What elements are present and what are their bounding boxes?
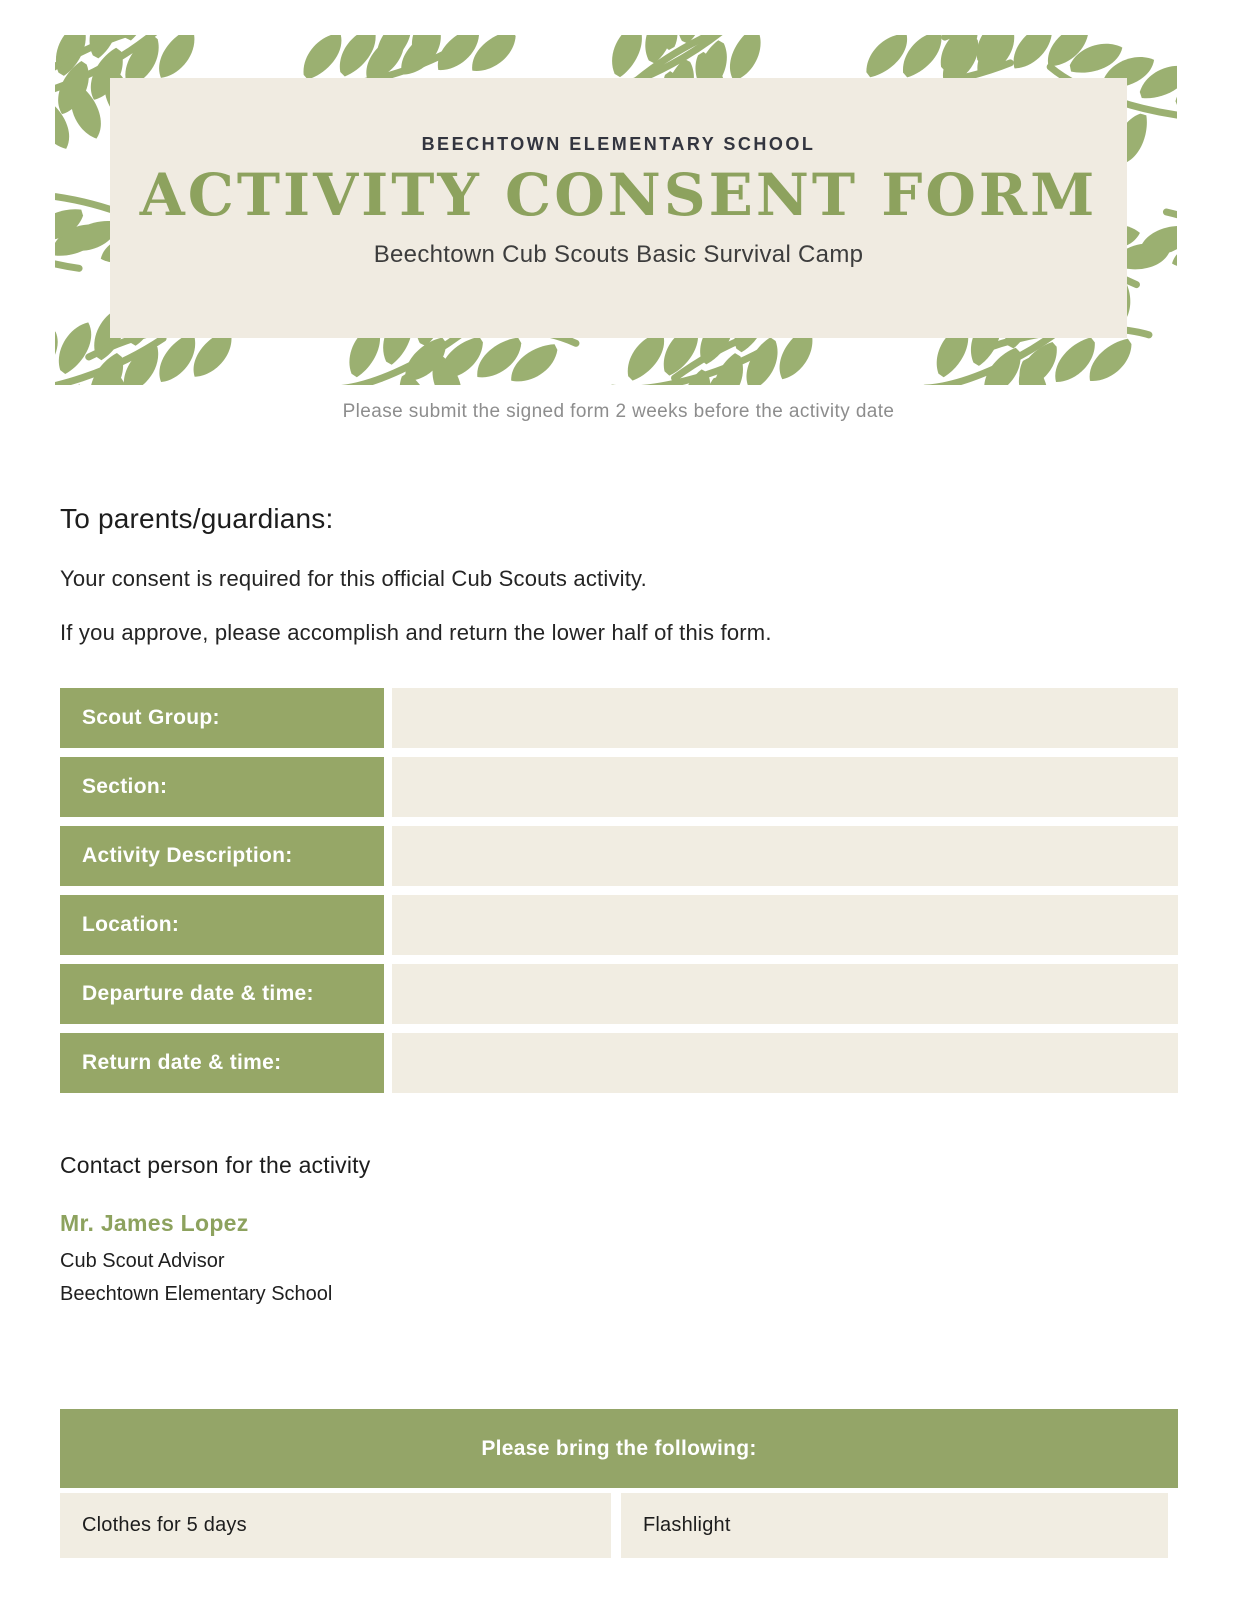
intro-line-2: If you approve, please accomplish and return the lower half of this form. bbox=[60, 620, 772, 645]
field-value-scout-group[interactable] bbox=[392, 688, 1178, 748]
page-subtitle: Beechtown Cub Scouts Basic Survival Camp bbox=[373, 240, 864, 268]
field-label-departure-date-time: Departure date & time: bbox=[60, 964, 384, 1024]
consent-fields-table bbox=[60, 688, 1178, 1093]
header-card bbox=[110, 78, 1127, 338]
contact-name: Mr. James Lopez bbox=[60, 1210, 249, 1236]
field-value-return-date-time[interactable] bbox=[392, 1033, 1178, 1093]
field-value-section[interactable] bbox=[392, 757, 1178, 817]
intro-heading: To parents/guardians: bbox=[60, 503, 334, 534]
header-banner bbox=[55, 35, 1177, 385]
field-label-return-date-time: Return date & time: bbox=[60, 1033, 384, 1093]
page-title: ACTIVITY CONSENT FORM bbox=[139, 161, 1098, 229]
field-label-section: Section: bbox=[60, 757, 384, 817]
field-value-activity-description[interactable] bbox=[392, 826, 1178, 886]
contact-role: Cub Scout Advisor bbox=[60, 1250, 225, 1272]
bring-list bbox=[60, 1493, 1178, 1558]
field-label-activity-description: Activity Description: bbox=[60, 826, 384, 886]
bring-item: Flashlight bbox=[621, 1493, 1168, 1558]
submit-note: Please submit the signed form 2 weeks before the activity date bbox=[342, 401, 895, 422]
field-value-departure-date-time[interactable] bbox=[392, 964, 1178, 1024]
bring-item: Clothes for 5 days bbox=[60, 1493, 611, 1558]
intro-line-1: Your consent is required for this official Cub Scouts activity. bbox=[60, 566, 647, 591]
field-value-location[interactable] bbox=[392, 895, 1178, 955]
contact-section bbox=[60, 1152, 370, 1306]
field-label-scout-group: Scout Group: bbox=[60, 688, 384, 748]
field-label-location: Location: bbox=[60, 895, 384, 955]
school-name: BEECHTOWN ELEMENTARY SCHOOL bbox=[421, 134, 816, 154]
contact-org: Beechtown Elementary School bbox=[60, 1283, 333, 1305]
contact-heading: Contact person for the activity bbox=[60, 1152, 371, 1178]
bring-heading: Please bring the following: bbox=[481, 1436, 757, 1460]
bring-banner bbox=[60, 1409, 1178, 1488]
